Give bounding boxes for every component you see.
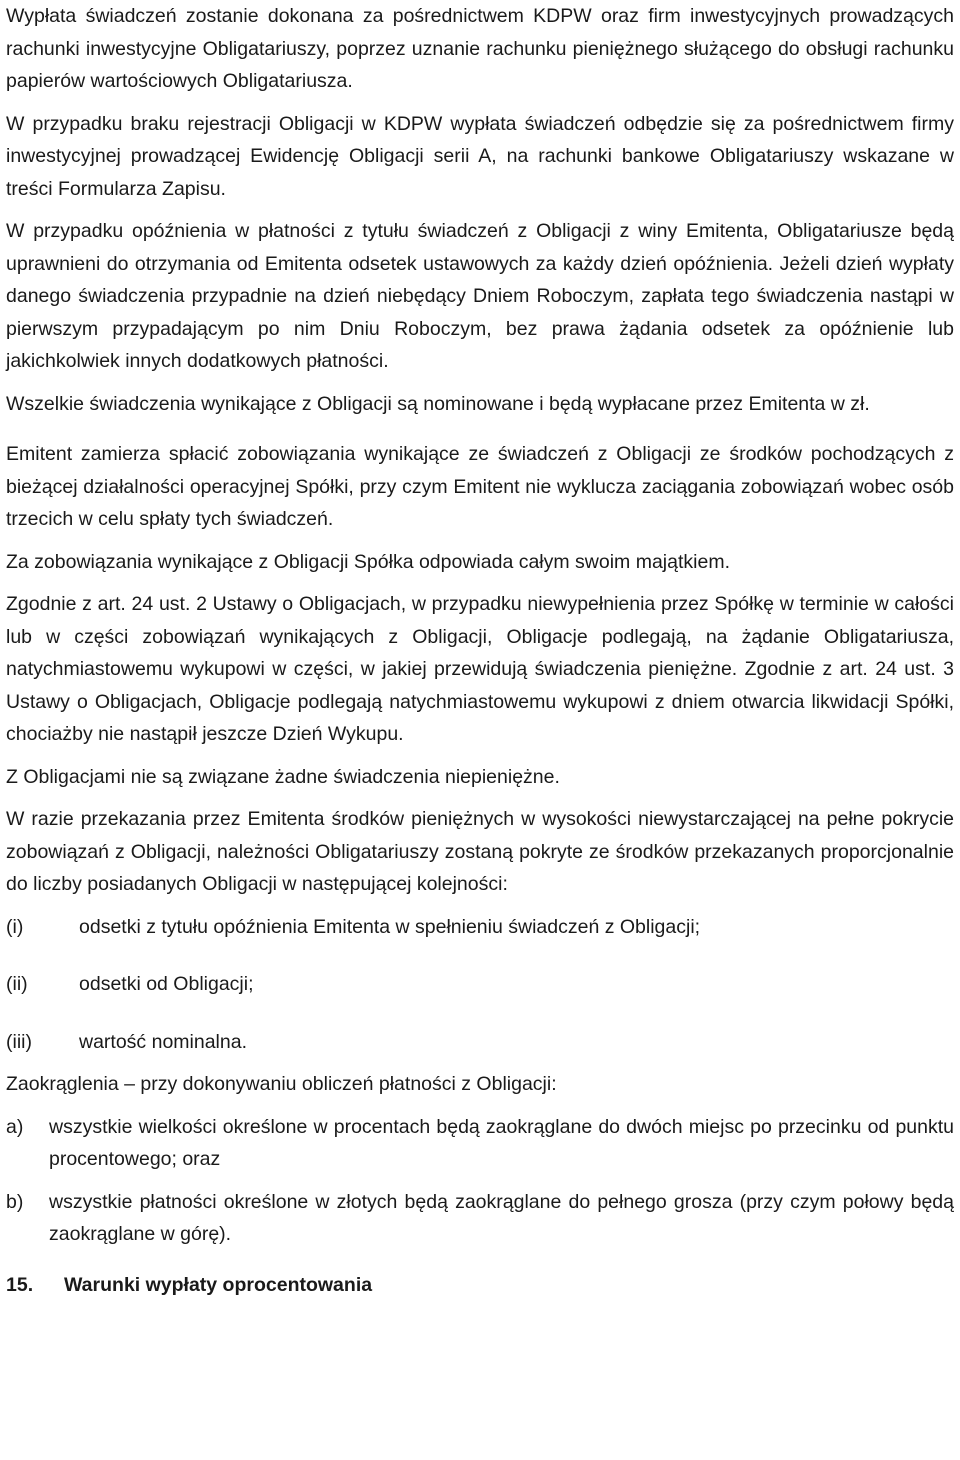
list-item-marker: (iii): [6, 1030, 32, 1053]
paragraph-insufficient-funds: W razie przekazania przez Emitenta środków pieniężnych w wysokości niewystarczającej na pełne pokrycie zobowiązań z Obligacji, należności Obligatariuszy zostaną pokryte ze środków przekazanych proporcjonalnie do liczby posiadanych Obligacji w następującej kolejności:: [6, 808, 954, 895]
paragraph-repayment-source: Emitent zamierza spłacić zobowiązania wynikające ze świadczeń z Obligacji ze środków pochodzących z bieżącej działalności operacyjnej Spółki, przy czym Emitent nie wyklucza zaciągania zobowiązań wobec osób trzecich w celu spłaty tych świadczeń.: [6, 443, 954, 530]
section-number: 15.: [6, 1273, 34, 1296]
paragraph-currency: Wszelkie świadczenia wynikające z Obligacji są nominowane i będą wypłacane przez Emitenta w zł.: [6, 392, 870, 415]
payment-order-list: [6, 911, 954, 1059]
list-item-text: odsetki od Obligacji;: [79, 973, 254, 995]
list-item-text: wszystkie płatności określone w złotych będą zaokrąglane do pełnego grosza (przy czym połowy będą zaokrąglane w górę).: [49, 1190, 954, 1245]
list-item-text: odsetki z tytułu opóźnienia Emitenta w spełnieniu świadczeń z Obligacji;: [79, 915, 701, 938]
section-heading: [6, 1269, 954, 1302]
list-item: [6, 1111, 954, 1176]
list-item: [6, 1186, 954, 1251]
paragraph-payment-delay: W przypadku opóźnienia w płatności z tytułu świadczeń z Obligacji z winy Emitenta, Obligatariusze będą uprawnieni do otrzymania od Emitenta odsetek ustawowych za każdy dzień opóźnienia. Jeżeli dzień wypłaty danego świadczenia przypadnie na dzień niebędący Dniem Roboczym, zapłata tego świadczenia nastąpi w pierwszym przypadającym po nim Dniu Roboczym, bez prawa żądania odsetek za opóźnienie lub jakichkolwiek innych dodatkowych płatności.: [6, 220, 954, 372]
list-item-marker: a): [6, 1115, 24, 1138]
list-item-text: wartość nominalna.: [79, 1030, 247, 1053]
list-item-marker: (i): [6, 915, 24, 938]
paragraph-liability: Za zobowiązania wynikające z Obligacji Spółka odpowiada całym swoim majątkiem.: [6, 550, 730, 573]
list-item-marker: (ii): [6, 973, 28, 995]
paragraph-early-redemption: Zgodnie z art. 24 ust. 2 Ustawy o Obligacjach, w przypadku niewypełnienia przez Spółkę w terminie w całości lub w części zobowiązań wynikających z Obligacji, Obligacje podlegają, na żądanie Obligatariusza, natychmiastowemu wykupowi w części, w jakiej przewidują świadczenia pieniężne. Zgodnie z art. 24 ust. 3 Ustawy o Obligacjach, Obligacje podlegają natychmiastowemu wykupowi z dniem otwarcia likwidacji Spółki, chociażby nie nastąpił jeszcze Dzień Wykupu.: [6, 593, 954, 745]
section-title: Warunki wypłaty oprocentowania: [64, 1273, 373, 1296]
paragraph-no-kdpw-registration: W przypadku braku rejestracji Obligacji w KDPW wypłata świadczeń odbędzie się za pośrednictwem firmy inwestycyjnej prowadzącej Ewidencję Obligacji serii A, na rachunki bankowe Obligatariuszy wskazane w treści Formularza Zapisu.: [6, 112, 954, 200]
paragraph-non-monetary: Z Obligacjami nie są związane żadne świadczenia niepieniężne.: [6, 765, 560, 788]
paragraph-rounding-intro: Zaokrąglenia – przy dokonywaniu obliczeń płatności z Obligacji:: [6, 1073, 557, 1095]
list-item: [6, 968, 954, 1001]
list-item-text: wszystkie wielkości określone w procentach będą zaokrąglane do dwóch miejsc po przecinku od punktu procentowego; oraz: [49, 1115, 954, 1170]
list-item: [6, 911, 954, 944]
paragraph-payment-via-kdpw: Wypłata świadczeń zostanie dokonana za pośrednictwem KDPW oraz firm inwestycyjnych prowadzących rachunki inwestycyjne Obligatariuszy, poprzez uznanie rachunku pieniężnego służącego do obsługi rachunku papierów wartościowych Obligatariusza.: [6, 5, 954, 92]
list-item: [6, 1026, 954, 1059]
list-item-marker: b): [6, 1190, 24, 1213]
rounding-rules-list: [6, 1111, 954, 1251]
